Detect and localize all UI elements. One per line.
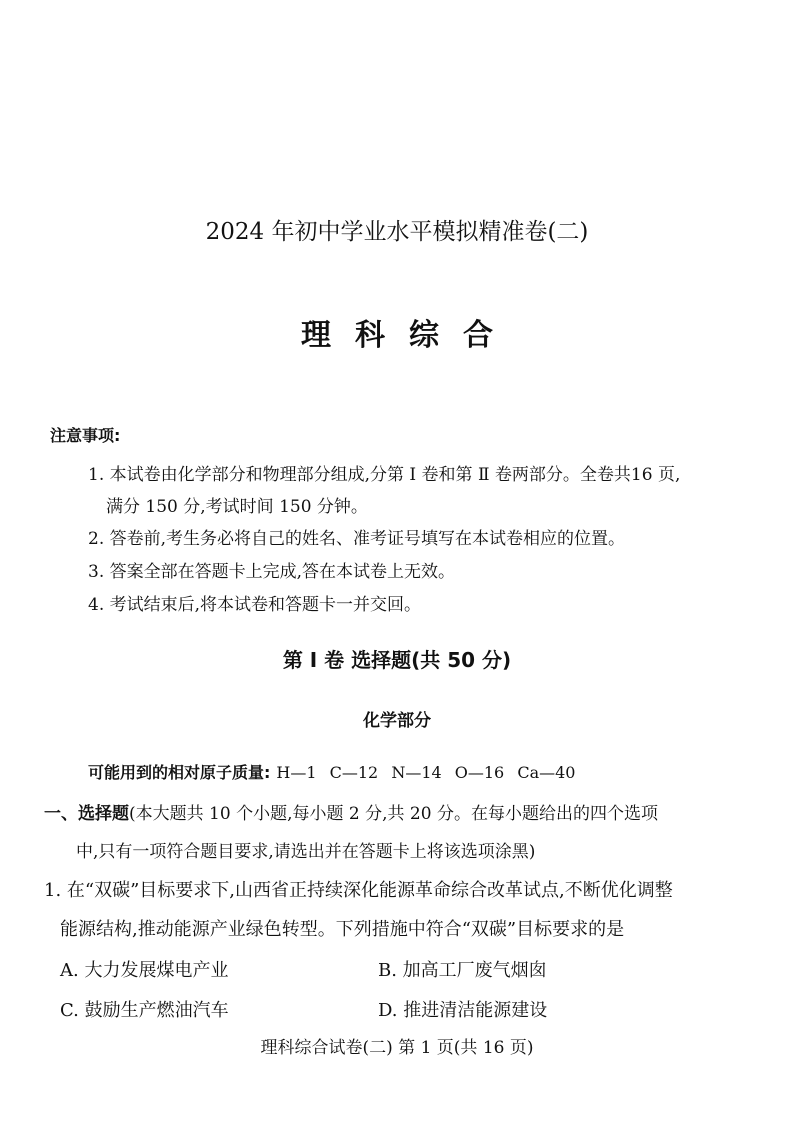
section1-instruction-continued: 中,只有一项符合题目要求,请选出并在答题卡上将该选项涂黑) — [76, 842, 536, 862]
question1-option-a: A. 大力发展煤电产业 — [60, 960, 229, 981]
part1-title: 第 Ⅰ 卷 选择题(共 50 分) — [282, 648, 512, 672]
subject-title: 理科综合 — [301, 318, 517, 353]
notice-item-4: 4. 考试结束后,将本试卷和答题卡一并交回。 — [88, 595, 422, 615]
question1-option-c: C. 鼓励生产燃油汽车 — [60, 1000, 229, 1021]
notice-item-1: 1. 本试卷由化学部分和物理部分组成,分第 Ⅰ 卷和第 Ⅱ 卷两部分。全卷共16 页, — [88, 465, 681, 485]
exam-title: 2024 年初中学业水平模拟精准卷(二) — [205, 219, 589, 245]
section1-instruction — [44, 799, 658, 824]
section1-heading: 一、选择题 — [44, 804, 129, 824]
notice-item-3: 3. 答案全部在答题卡上完成,答在本试卷上无效。 — [88, 562, 456, 582]
question1-stem-continued: 能源结构,推动能源产业绿色转型。下列措施中符合“双碳”目标要求的是 — [60, 919, 625, 940]
notice-item-1-continued: 满分 150 分,考试时间 150 分钟。 — [106, 497, 368, 517]
question1-option-d: D. 推进清洁能源建设 — [378, 1000, 548, 1021]
chemistry-section-title: 化学部分 — [363, 711, 431, 731]
question1-option-b: B. 加高工厂废气烟囱 — [378, 960, 547, 981]
section1-instruction-text: (本大题共 10 个小题,每小题 2 分,共 20 分。在每小题给出的四个选项 — [129, 804, 658, 824]
atomic-mass-line — [88, 760, 575, 783]
question1-stem: 1. 在“双碳”目标要求下,山西省正持续深化能源革命综合改革试点,不断优化调整 — [44, 880, 673, 901]
atomic-mass-label: 可能用到的相对原子质量: — [88, 763, 271, 782]
atomic-mass-values: H—1 C—12 N—14 O—16 Ca—40 — [276, 763, 576, 782]
page-footer: 理科综合试卷(二) 第 1 页(共 16 页) — [260, 1038, 534, 1058]
notice-item-2: 2. 答卷前,考生务必将自己的姓名、准考证号填写在本试卷相应的位置。 — [88, 529, 626, 549]
notice-heading: 注意事项: — [50, 426, 121, 445]
